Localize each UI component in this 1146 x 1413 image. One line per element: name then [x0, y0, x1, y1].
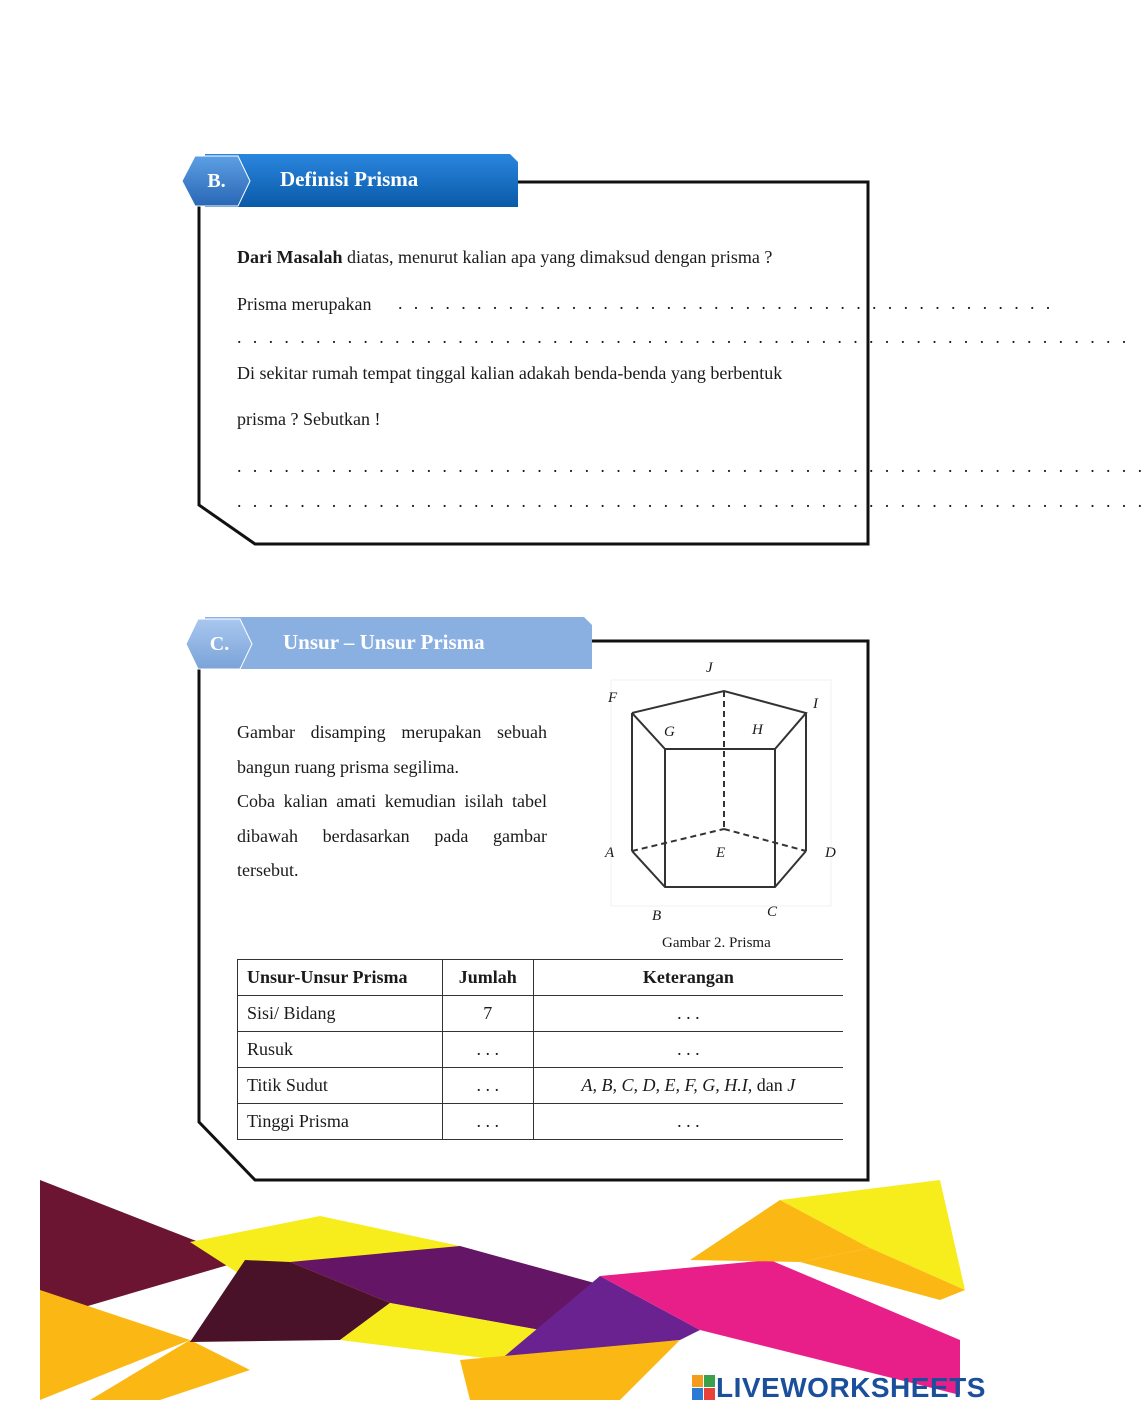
section-b-letter: B. — [207, 170, 226, 192]
figure-caption: Gambar 2. Prisma — [662, 935, 771, 951]
table-cell-note[interactable]: . . . — [533, 996, 843, 1032]
elements-table — [237, 959, 843, 1140]
section-c-intro-2: Coba kalian amati kemudian isilah tabel dibawah berdasarkan pada gambar tersebut. — [237, 791, 547, 881]
section-c-intro-1: Gambar disamping merupakan sebuah bangun ruang prisma segilima. — [237, 722, 547, 777]
vertex-label-b: B — [652, 908, 662, 924]
table-cell-element: Rusuk — [238, 1032, 443, 1068]
table-cell-element: Titik Sudut — [238, 1068, 443, 1104]
question-1-bold: Dari Masalah — [237, 247, 343, 267]
table-cell-count[interactable]: . . . — [442, 1068, 533, 1104]
question-1 — [237, 246, 772, 268]
table-cell-note[interactable]: . . . — [533, 1032, 843, 1068]
question-2-line-2: prisma ? Sebutkan ! — [237, 409, 381, 429]
table-row — [238, 996, 844, 1032]
question-2-line-1: Di sekitar rumah tempat tinggal kalian adakah benda-benda yang berbentuk — [237, 363, 783, 383]
table-header-note: Keterangan — [533, 960, 843, 996]
table-cell-element: Sisi/ Bidang — [238, 996, 443, 1032]
prism-figure — [611, 680, 831, 906]
table-row — [238, 1068, 844, 1104]
table-header-row — [238, 960, 844, 996]
question-1-rest: diatas, menurut kalian apa yang dimaksud dengan prisma ? — [342, 247, 773, 267]
table-row — [238, 1104, 844, 1140]
liveworksheets-logo — [692, 1372, 986, 1404]
section-c-letter: C. — [209, 633, 230, 655]
table-row — [238, 1032, 844, 1068]
liveworksheets-icon — [692, 1375, 716, 1401]
vertex-label-d: D — [825, 845, 836, 861]
table-cell-count[interactable]: . . . — [442, 1104, 533, 1140]
table-header-element: Unsur-Unsur Prisma — [238, 960, 443, 996]
conjunction: dan — [752, 1075, 788, 1095]
vertex-label-g: G — [664, 724, 675, 740]
section-c-title: Unsur – Unsur Prisma — [283, 630, 485, 654]
table-cell-count[interactable]: . . . — [442, 1032, 533, 1068]
answer-1-dots-line-2[interactable]: . . . . . . . . . . . . . . . . . . . . . . . . . . . . . . . . . . . . . . . . . . . . . . . . . . . . . . . . . — [237, 327, 1130, 347]
footer-ribbons — [40, 1180, 965, 1400]
vertex-label-j: J — [706, 660, 713, 676]
table-header-count: Jumlah — [442, 960, 533, 996]
table-cell-element: Tinggi Prisma — [238, 1104, 443, 1140]
vertex-label-f: F — [608, 690, 618, 706]
answer-1-dots-line-1[interactable]: . . . . . . . . . . . . . . . . . . . . . . . . . . . . . . . . . . . . . . . . . . — [398, 293, 1054, 313]
brand-name: LIVEWORKSHEETS — [716, 1372, 986, 1403]
vertex-last: J — [787, 1075, 796, 1095]
answer-2-dots-line-1[interactable]: . . . . . . . . . . . . . . . . . . . . . . . . . . . . . . . . . . . . . . . . . . . . . . . . . . . . . . . . . . — [237, 456, 1146, 476]
vertex-label-h: H — [752, 722, 763, 738]
vertex-label-a: A — [605, 845, 615, 861]
table-cell-note — [533, 1068, 843, 1104]
vertex-label-c: C — [767, 904, 778, 920]
answer-2-dots-line-2[interactable]: . . . . . . . . . . . . . . . . . . . . . . . . . . . . . . . . . . . . . . . . . . . . . . . . . . . . . . . . . . — [237, 491, 1146, 511]
section-b-title: Definisi Prisma — [280, 167, 419, 191]
answer-1-prefix: Prisma merupakan — [237, 294, 372, 314]
vertex-list: A, B, C, D, E, F, G, H.I, — [581, 1075, 753, 1095]
vertex-label-e: E — [716, 845, 726, 861]
table-cell-count: 7 — [442, 996, 533, 1032]
vertex-label-i: I — [813, 696, 818, 712]
table-cell-note[interactable]: . . . — [533, 1104, 843, 1140]
